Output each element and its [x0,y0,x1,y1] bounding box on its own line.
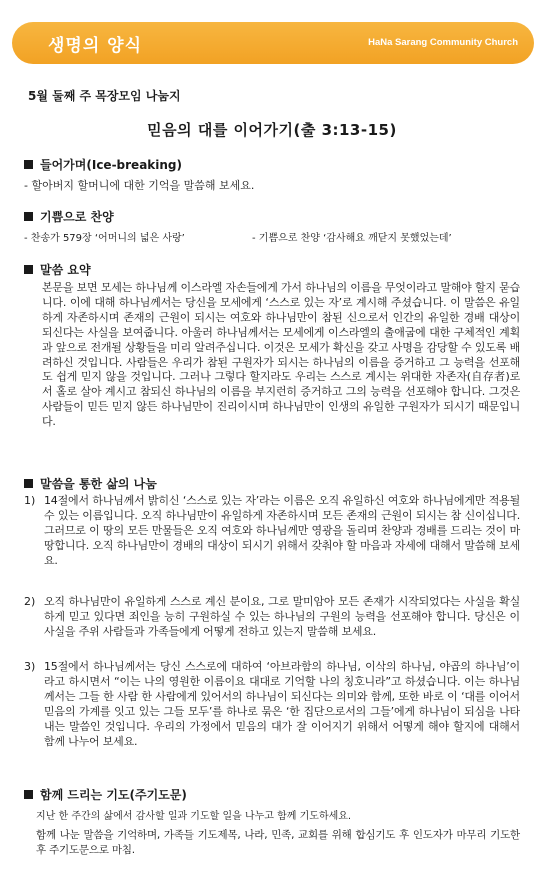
square-bullet-icon [24,265,33,274]
summary-paragraph: 본문을 보면 모세는 하나님께 이스라엘 자손들에게 가서 하나님의 이름을 무엇이라고 말해야 할지 묻습니다. 이에 대해 하나님께서는 당신을 모세에게 ‘스스로 있는 자’로 계시해 주셨습니다. 이 말씀은 유일하게 자존하시며 존재의 근원이 되시는 여호와 하나님만이 참된 신으로서 인간의 유일한 경배 대상이 되신다는 사실을 보여줍니다. 아울러 하나님께서는 모세에게 이스라엘의 출애굽에 대한 구체적인 계획과 앞으로 전개될 상황들을 미리 알려주십니다. 이것은 모세가 확신을 갖고 사명을 감당할 수 있도록 배려하신 것입니다. 사람들은 우리가 참된 구원자가 되시는 하나님의 이름을 증거하고 그 능력을 선포해도 쉽게 믿지 않을 것입니다. 그러나 그렇다 할지라도 우리는 스스로 계시는 위대한 자존자(自存者)로서 홀로 살아 계시고 참되신 하나님의 이름을 부지런히 증거하고 그의 능력을 선포해야 합니다. 그것은 사람들이 믿든 믿지 않든 하나님만이 진리이시며 하나님만이 인생의 유일한 구원자가 되시기 때문입니다. [42,281,520,429]
prayer-heading-text: 함께 드리는 기도(주기도문) [40,788,187,802]
square-bullet-icon [24,160,33,169]
prayer-line-1: 지난 한 주간의 삶에서 감사할 일과 기도할 일을 나누고 함께 기도하세요. [36,811,352,822]
sharing-heading-text: 말씀을 통한 삶의 나눔 [40,477,157,491]
square-bullet-icon [24,479,33,488]
square-bullet-icon [24,790,33,799]
list-item-text: 15절에서 하나님께서는 당신 스스로에 대하여 ‘아브라함의 하나님, 이삭의 하나님, 야곱의 하나님’이라고 하시면서 “이는 나의 영원한 이름이요 대대로 기억할 나의 칭호니라”고 하셨습니다. 이는 하나님께서는 그들 한 사람 한 사람에게 있어서의 하나님이 되신다는 의미와 함께, 또한 바로 이 ‘대를 이어서 믿음의 가계를 잇고 있는 그들 모두’를 하나로 묶은 ‘한 집단으로서의 그들’에게 하나님이 되심을 나타내는 말씀인 것입니다. 우리의 가정에서 믿음의 대가 잘 이어지기 위해서 어떻게 해야 할지에 대해서 함께 나누어 보세요. [44,660,520,748]
summary-heading [24,261,91,278]
list-item-text: 14절에서 하나님께서 밝히신 ‘스스로 있는 자’라는 이름은 오직 유일하신 여호와 하나님에게만 적용될 수 있는 이름입니다. 오직 하나님만이 유일하게 자존하시며 모든 존재의 근원이 되시는 참 신이십니다. 그러므로 이 땅의 모든 만물들은 오직 여호와 하나님께만 영광을 돌리며 찬양과 경배를 드리는 것이 마땅합니다. 오직 하나님만이 경배의 대상이 되시기 위해서 갖춰야 할 마음과 자세에 대해서 말씀해 보세요. [44,494,520,567]
prayer-heading [24,786,187,803]
sharing-heading [24,475,157,492]
list-item-number: 3) [24,660,36,673]
document-subtitle: 5월 둘째 주 목장모임 나눔지 [28,89,181,103]
page-title: 믿음의 대를 이어가기(출 3:13-15) [147,121,397,139]
list-item-number: 2) [24,595,36,608]
list-item-number: 1) [24,494,36,507]
list-item-text: 오직 하나님만이 유일하게 스스로 계신 분이요, 그로 말미암아 모든 존재가 시작되었다는 사실을 확실하게 믿고 있다면 죄인을 능히 구원하실 수 있는 하나님의 구원의 능력을 선포해야 합니다. 당신은 이 사실을 주위 사람들과 가족들에게 어떻게 전하고 있는지 말씀해 보세요. [44,595,520,638]
praise-item-song: - 기쁨으로 찬양 ‘감사해요 깨닫지 못했었는데’ [252,233,452,244]
header-banner [12,22,534,64]
icebreak-heading [24,156,182,173]
praise-heading-text: 기쁨으로 찬양 [40,210,114,224]
icebreak-text: - 할아버지 할머니에 대한 기억을 말씀해 보세요. [24,179,255,192]
praise-heading [24,208,114,225]
icebreak-heading-text: 들어가며(Ice-breaking) [40,158,183,172]
church-name: HaNa Sarang Community Church [368,37,518,48]
praise-item-hymn: - 찬송가 579장 ‘어머니의 넓은 사랑’ [24,233,185,244]
banner-title: 생명의 양식 [48,36,143,56]
prayer-line-2: 함께 나눈 말씀을 기억하며, 가족들 기도제목, 나라, 민족, 교회를 위해 합심기도 후 인도자가 마무리 기도한 후 주기도문으로 마침. [36,829,520,856]
summary-heading-text: 말씀 요약 [40,263,91,277]
square-bullet-icon [24,212,33,221]
